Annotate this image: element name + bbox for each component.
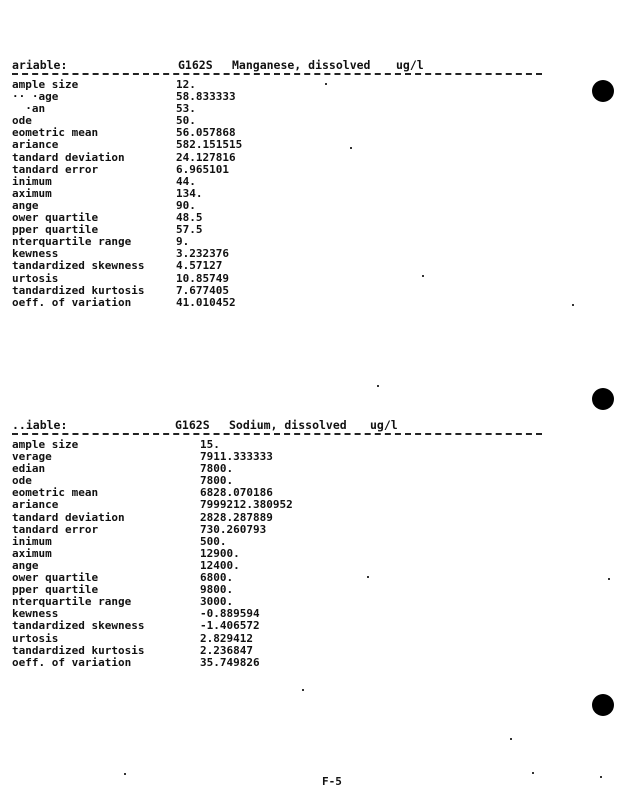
stat-label: ample size (12, 78, 79, 91)
stat-label: ·an (12, 102, 46, 116)
stat-label: ode (12, 474, 32, 488)
stat-row (12, 211, 542, 223)
stat-label: inimum (12, 174, 52, 188)
stats-table (12, 78, 542, 308)
stat-row (12, 644, 542, 656)
binder-hole (592, 80, 614, 102)
stat-value: 2.236847 (200, 643, 253, 657)
stat-row (12, 102, 542, 114)
stat-value: 12. (176, 78, 196, 91)
scan-speck (302, 689, 304, 691)
variable-name: Manganese, dissolved (232, 58, 371, 72)
stat-value: 90. (176, 198, 196, 212)
page-number: F-5 (322, 775, 342, 788)
stat-label: ower quartile (12, 571, 99, 585)
stat-label: kewness (12, 247, 59, 261)
stat-row (12, 656, 542, 668)
stat-label: tandard deviation (12, 150, 125, 164)
stat-value: 2828.287889 (200, 510, 273, 524)
stats-table (12, 438, 542, 668)
stat-row (12, 90, 542, 102)
stat-row (12, 511, 542, 523)
stat-label: eometric mean (12, 126, 99, 140)
stat-value: 730.260793 (200, 522, 267, 536)
stat-value: 500. (200, 534, 227, 548)
stat-label: kewness (12, 607, 59, 621)
stat-label: ower quartile (12, 211, 99, 225)
stat-label: tandardized kurtosis (12, 643, 145, 657)
stat-row (12, 523, 542, 535)
stat-value: -1.406572 (200, 619, 260, 633)
stat-label: ariance (12, 138, 59, 152)
variable-unit: ug/l (370, 418, 398, 432)
scan-speck (422, 275, 424, 277)
stat-value: 9. (176, 235, 190, 249)
stat-value: 24.127816 (176, 150, 236, 164)
stat-row (12, 619, 542, 631)
stat-label: tandardized skewness (12, 619, 145, 633)
scan-speck (124, 773, 126, 775)
stat-label: edian (12, 462, 46, 476)
stat-value: 56.057868 (176, 126, 236, 140)
stat-value: 134. (176, 186, 203, 200)
stat-value: 50. (176, 114, 196, 128)
section-header (12, 418, 542, 432)
stat-row (12, 126, 542, 138)
stat-label: ange (12, 198, 39, 212)
variable-code: G162S (178, 58, 213, 72)
stat-row (12, 114, 542, 126)
stat-value: 53. (176, 102, 196, 116)
stat-label: eometric mean (12, 486, 99, 500)
variable-unit: ug/l (396, 58, 424, 72)
stat-row (12, 583, 542, 595)
scan-speck (325, 83, 327, 85)
stat-label: ample size (12, 438, 79, 451)
variable-code: G162S (175, 418, 210, 432)
scan-speck (510, 738, 512, 740)
stat-label: urtosis (12, 271, 59, 285)
stat-value: 9800. (200, 583, 234, 597)
stat-row (12, 498, 542, 510)
stat-row (12, 175, 542, 187)
stat-row (12, 547, 542, 559)
variable-name: Sodium, dissolved (229, 418, 347, 432)
variable-prefix: ariable: (12, 58, 68, 72)
stat-label: tandard error (12, 162, 99, 176)
stat-row (12, 474, 542, 486)
variable-prefix: ..iable: (12, 418, 68, 432)
scan-speck (350, 147, 352, 149)
stat-value: 4.57127 (176, 259, 223, 273)
stat-value: 2.829412 (200, 631, 253, 645)
stat-value: 7800. (200, 474, 234, 488)
stat-label: tandardized kurtosis (12, 283, 145, 297)
stat-row (12, 607, 542, 619)
stat-row (12, 247, 542, 259)
stat-value: 6800. (200, 571, 234, 585)
scan-speck (572, 304, 574, 306)
stat-value: 3000. (200, 595, 234, 609)
stat-value: 6.965101 (176, 162, 229, 176)
scan-speck (600, 776, 602, 778)
stat-row (12, 486, 542, 498)
scan-speck (532, 772, 534, 774)
stat-value: 12900. (200, 546, 240, 560)
stat-row (12, 138, 542, 150)
scan-speck (367, 576, 369, 578)
stat-label: oeff. of variation (12, 295, 132, 309)
stat-label: ariance (12, 498, 59, 512)
stat-row (12, 450, 542, 462)
stat-row (12, 571, 542, 583)
stat-row (12, 235, 542, 247)
stats-section-sodium (12, 418, 542, 668)
stat-value: 12400. (200, 558, 240, 572)
stat-label: pper quartile (12, 583, 99, 597)
stat-value: 7999212.380952 (200, 498, 293, 512)
stat-label: ·· ·age (12, 90, 59, 104)
stat-label: aximum (12, 186, 52, 200)
stat-value: 582.151515 (176, 138, 243, 152)
stat-value: 15. (200, 438, 220, 451)
stat-row (12, 78, 542, 90)
stat-label: tandardized skewness (12, 259, 145, 273)
stats-section-manganese (12, 58, 542, 308)
stat-row (12, 199, 542, 211)
stat-value: 58.833333 (176, 90, 236, 104)
binder-hole (592, 694, 614, 716)
binder-hole (592, 388, 614, 410)
stat-value: 57.5 (176, 223, 203, 237)
stat-row (12, 163, 542, 175)
stat-label: tandard deviation (12, 510, 125, 524)
stat-value: 7911.333333 (200, 450, 273, 464)
stat-label: tandard error (12, 522, 99, 536)
stat-row (12, 438, 542, 450)
stat-row (12, 595, 542, 607)
stat-value: 10.85749 (176, 271, 229, 285)
stat-label: inimum (12, 534, 52, 548)
scan-speck (377, 385, 379, 387)
stat-row (12, 259, 542, 271)
stat-label: nterquartile range (12, 595, 132, 609)
stat-value: 7800. (200, 462, 234, 476)
stat-value: 44. (176, 174, 196, 188)
stat-row (12, 462, 542, 474)
stat-value: 35.749826 (200, 655, 260, 669)
stat-label: verage (12, 450, 52, 464)
stat-label: urtosis (12, 631, 59, 645)
stat-label: nterquartile range (12, 235, 132, 249)
section-header (12, 58, 542, 72)
stat-row (12, 187, 542, 199)
stat-row (12, 272, 542, 284)
stat-label: aximum (12, 546, 52, 560)
stat-label: ode (12, 114, 32, 128)
stat-value: 3.232376 (176, 247, 229, 261)
stat-row (12, 632, 542, 644)
stat-value: 6828.070186 (200, 486, 273, 500)
stat-row (12, 151, 542, 163)
stat-row (12, 535, 542, 547)
stat-value: 7.677405 (176, 283, 229, 297)
stat-label: oeff. of variation (12, 655, 132, 669)
scan-speck (608, 578, 610, 580)
stat-row (12, 223, 542, 235)
stat-label: pper quartile (12, 223, 99, 237)
header-divider (12, 73, 542, 75)
stat-value: 41.010452 (176, 295, 236, 309)
header-divider (12, 433, 542, 435)
stat-value: -0.889594 (200, 607, 260, 621)
stat-row (12, 559, 542, 571)
stat-row (12, 296, 542, 308)
stat-label: ange (12, 558, 39, 572)
stat-value: 48.5 (176, 211, 203, 225)
stat-row (12, 284, 542, 296)
